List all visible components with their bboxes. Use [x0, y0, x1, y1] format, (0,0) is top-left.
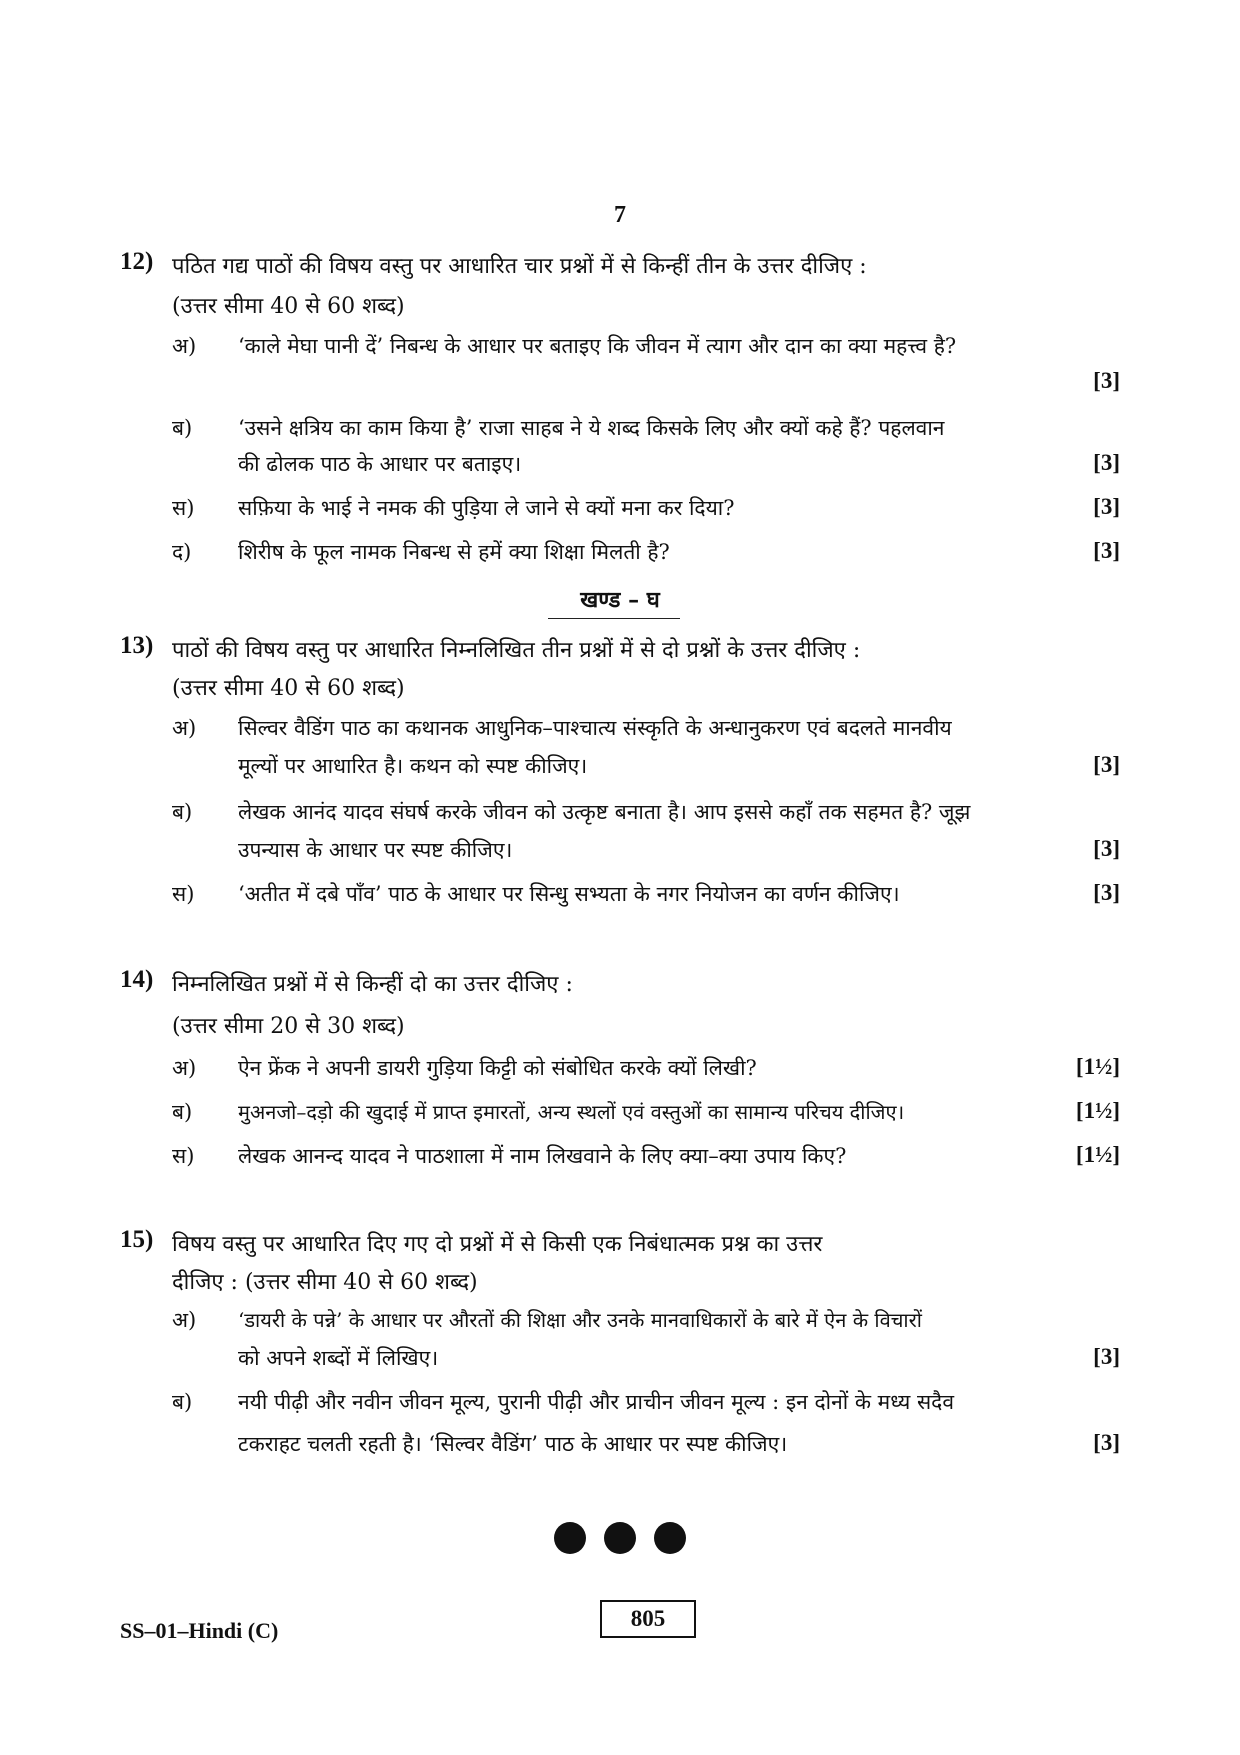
part-text: मुअनजो–दड़ो की खुदाई में प्राप्त इमारतों, अन्य स्थलों एवं वस्तुओं का सामान्य परिचय दीजिए।: [238, 1100, 905, 1124]
part-text: ‘काले मेघा पानी दें’ निबन्ध के आधार पर बताइए कि जीवन में त्याग और दान का क्या महत्त्व है?: [238, 334, 957, 358]
part-label: अ): [172, 716, 197, 740]
part-label: ब): [172, 1390, 193, 1414]
part-text: ‘उसने क्षत्रिय का काम किया है’ राजा साहब ने ये शब्द किसके लिए और क्यों कहे हैं? पहलवान: [238, 416, 945, 440]
question-prompt: निम्नलिखित प्रश्नों में से किन्हीं दो का उत्तर दीजिए :: [172, 972, 573, 997]
part-text: सफ़िया के भाई ने नमक की पुड़िया ले जाने से क्यों मना कर दिया?: [238, 496, 735, 520]
question-prompt: विषय वस्तु पर आधारित दिए गए दो प्रश्नों में से किसी एक निबंधात्मक प्रश्न का उत्तर: [172, 1232, 823, 1257]
part-label: स): [172, 1144, 195, 1168]
part-label: अ): [172, 1056, 197, 1080]
section-underline: [548, 618, 680, 619]
part-text: शिरीष के फूल नामक निबन्ध से हमें क्या शिक्षा मिलती है?: [238, 540, 670, 564]
marks: [3]: [1093, 1430, 1120, 1455]
end-dot: [654, 1522, 686, 1554]
part-text: टकराहट चलती रहती है। ‘सिल्वर वैडिंग’ पाठ के आधार पर स्पष्ट कीजिए।: [238, 1432, 788, 1456]
question-prompt: पाठों की विषय वस्तु पर आधारित निम्नलिखित तीन प्रश्नों में से दो प्रश्नों के उत्तर दीजिए :: [172, 638, 861, 663]
marks: [1½]: [1075, 1098, 1120, 1123]
answer-limit: (उत्तर सीमा 40 से 60 शब्द): [172, 676, 405, 701]
part-label: अ): [172, 1308, 197, 1332]
marks: [3]: [1093, 368, 1120, 393]
part-text: नयी पीढ़ी और नवीन जीवन मूल्य, पुरानी पीढ़ी और प्राचीन जीवन मूल्य : इन दोनों के मध्य सदैव: [238, 1390, 955, 1414]
end-dot: [604, 1522, 636, 1554]
part-label: ब): [172, 1100, 193, 1124]
question-number: 12): [120, 248, 154, 275]
question-number: 14): [120, 966, 154, 993]
section-heading: खण्ड – घ: [580, 587, 660, 613]
marks: [3]: [1093, 880, 1120, 905]
marks: [3]: [1093, 494, 1120, 519]
part-label: स): [172, 496, 195, 520]
part-label: ब): [172, 416, 193, 440]
end-dot: [554, 1522, 586, 1554]
answer-limit: (उत्तर सीमा 40 से 60 शब्द): [172, 294, 405, 319]
marks: [3]: [1093, 752, 1120, 777]
question-number: 13): [120, 632, 154, 659]
marks: [3]: [1093, 538, 1120, 563]
marks: [3]: [1093, 450, 1120, 475]
part-text: सिल्वर वैडिंग पाठ का कथानक आधुनिक–पाश्चात्य संस्कृति के अन्धानुकरण एवं बदलते मानवीय: [238, 716, 952, 740]
part-label: द): [172, 540, 192, 564]
part-text: लेखक आनन्द यादव ने पाठशाला में नाम लिखवाने के लिए क्या–क्या उपाय किए?: [238, 1144, 847, 1168]
question-number: 15): [120, 1226, 154, 1253]
marks: [1½]: [1075, 1054, 1120, 1079]
part-label: स): [172, 882, 195, 906]
page-code-box: 805: [600, 1600, 696, 1638]
part-text: की ढोलक पाठ के आधार पर बताइए।: [238, 452, 522, 476]
part-text: मूल्यों पर आधारित है। कथन को स्पष्ट कीजिए।: [238, 754, 588, 778]
part-text: लेखक आनंद यादव संघर्ष करके जीवन को उत्कृष्ट बनाता है। आप इससे कहाँ तक सहमत है? जूझ: [238, 800, 971, 824]
part-text: ‘अतीत में दबे पाँव’ पाठ के आधार पर सिन्धु सभ्यता के नगर नियोजन का वर्णन कीजिए।: [238, 882, 900, 906]
part-text: ऐन फ्रेंक ने अपनी डायरी गुड़िया किट्टी को संबोधित करके क्यों लिखी?: [238, 1056, 757, 1080]
part-text: उपन्यास के आधार पर स्पष्ट कीजिए।: [238, 838, 513, 862]
marks: [3]: [1093, 836, 1120, 861]
answer-limit: (उत्तर सीमा 20 से 30 शब्द): [172, 1014, 405, 1039]
answer-limit: दीजिए : (उत्तर सीमा 40 से 60 शब्द): [172, 1270, 478, 1295]
paper-code: SS–01–Hindi (C): [120, 1618, 279, 1643]
page-number: 7: [614, 202, 626, 228]
part-text: को अपने शब्दों में लिखिए।: [238, 1346, 439, 1370]
question-prompt: पठित गद्य पाठों की विषय वस्तु पर आधारित चार प्रश्नों में से किन्हीं तीन के उत्तर दीजिए :: [172, 254, 867, 279]
part-label: ब): [172, 800, 193, 824]
marks: [1½]: [1075, 1142, 1120, 1167]
part-text: ‘डायरी के पन्ने’ के आधार पर औरतों की शिक्षा और उनके मानवाधिकारों के बारे में ऐन के विचारों: [238, 1308, 922, 1332]
part-label: अ): [172, 334, 197, 358]
marks: [3]: [1093, 1344, 1120, 1369]
